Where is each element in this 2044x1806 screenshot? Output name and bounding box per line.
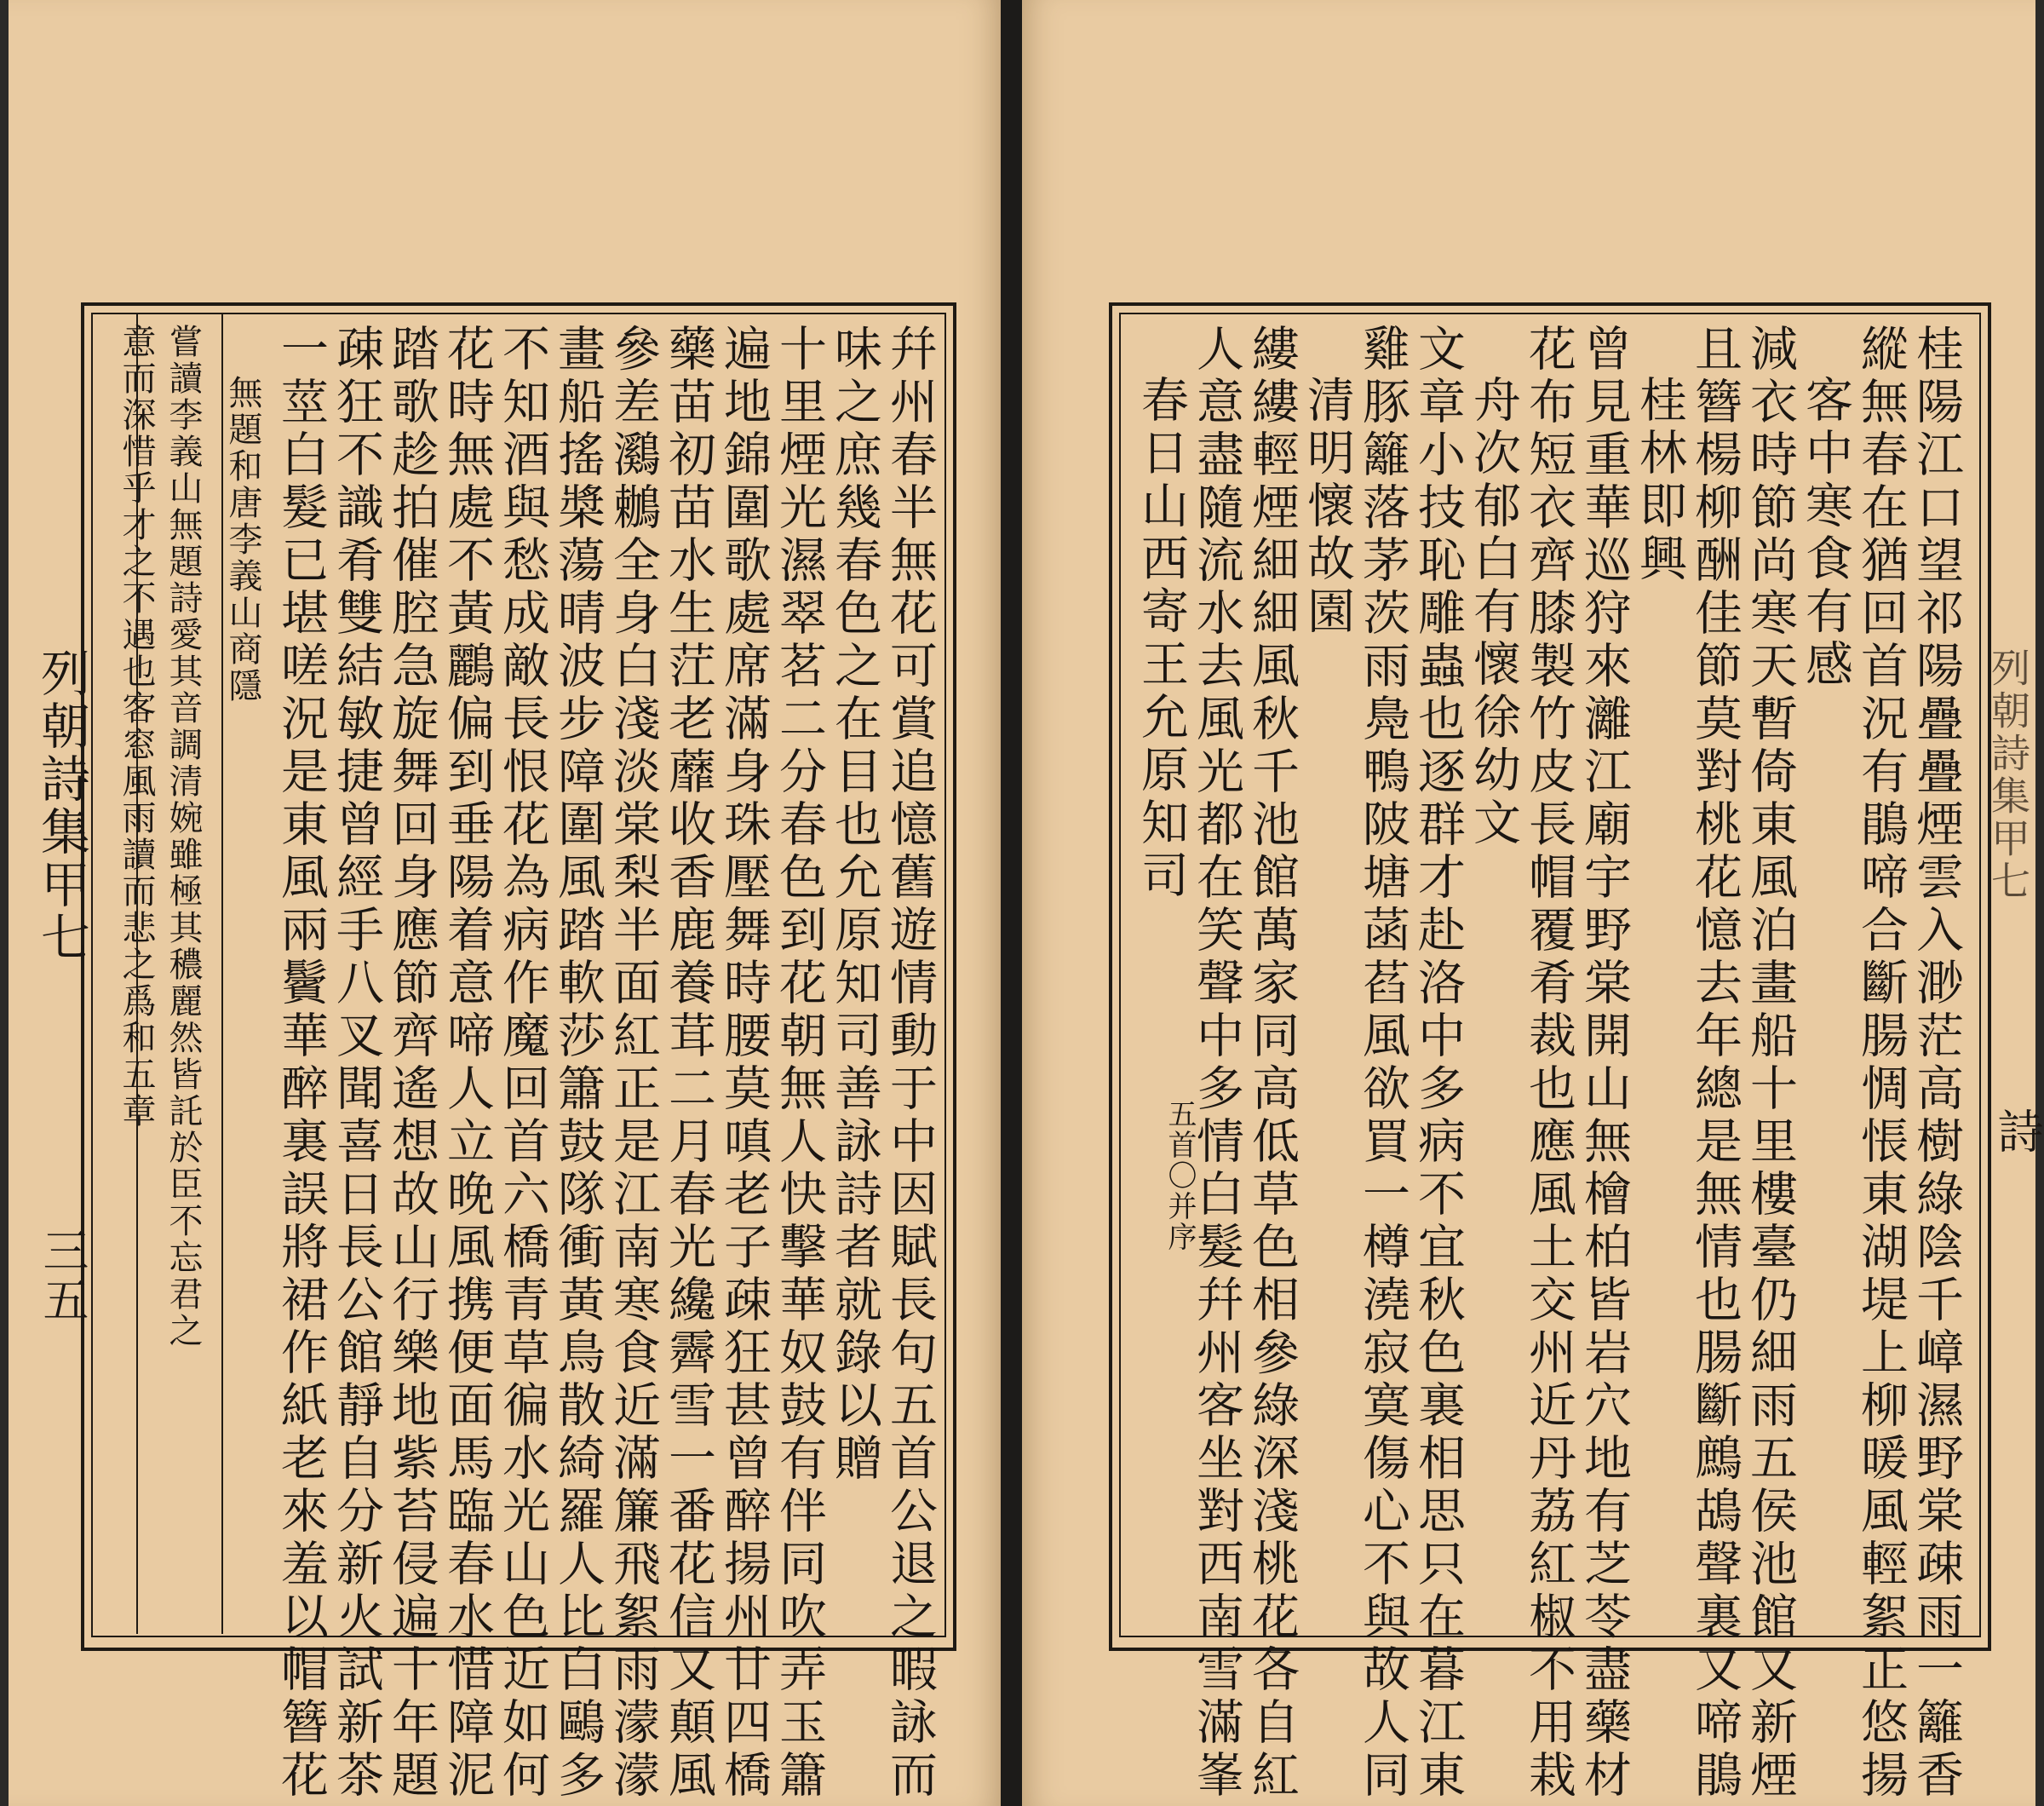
text-column: 減衣時節尚寒天暫倚東風泊畫船十里樓臺仍細雨五侯池館又新煙 <box>1743 324 1798 1803</box>
poem-title: 桂林即興 <box>1632 375 1687 586</box>
right-page <box>1022 0 2044 1806</box>
text-column: 疎狂不識肴雙結敏捷曾經手八叉聞喜日長公館靜自分新火試新茶 <box>329 324 384 1803</box>
text-column: 踏歌趁拍催腔急旋舞回身應節齊遙想故山行樂地紫苔侵遍十年題 <box>384 324 439 1803</box>
poem-title: 清明懷故園 <box>1300 375 1355 639</box>
poem-title: 春日山西寄王允原知司 <box>1134 375 1189 903</box>
text-column: 縱無春在猶回首況有鵑啼合斷腸惆悵東湖堤上柳暖風輕絮正悠揚 <box>1853 324 1909 1803</box>
text-column: 縷縷輕煙細細風秋千池館萬家同高低草色相參綠深淺桃花各自紅 <box>1244 324 1300 1803</box>
text-column: 參差鸂鶒全身白淺淡棠梨半面紅正是江南寒食近滿簾飛絮雨濛濛 <box>606 324 661 1803</box>
preface-column: 意而深惜乎才之不遇也客窓風雨讀而悲之爲和五章 <box>117 324 156 1130</box>
text-column: 畫船搖槳蕩晴波步障圍風踏軟莎簫鼓隊衝黃鳥散綺羅人比白鷗多 <box>550 324 606 1803</box>
poem-title: 無題和唐李義山商隱 <box>223 375 262 705</box>
text-column: 遍地錦圍歌處席滿身珠壓舞時腰莫嗔老子疎狂甚曾醉揚州廿四橋 <box>716 324 772 1803</box>
left-margin-label: 列朝詩集甲七 <box>32 647 90 964</box>
text-column: 花時無處不黃鸝偏到垂陽着意啼人立晚風携便面馬臨春水惜障泥 <box>439 324 495 1803</box>
book-gutter <box>1001 0 1022 1806</box>
text-column: 曾見重華巡狩來灕江廟宇野棠開山無檜柏皆岩穴地有芝苓盡藥材 <box>1576 324 1632 1803</box>
text-column: 雞豚籬落茅茨雨鳧鴨陂塘菡萏風欲買一樽澆寂寞傷心不與故人同 <box>1355 324 1410 1803</box>
preface-column: 嘗讀李義山無題詩愛其音調清婉雖極其穠麗然皆託於臣不忘君之 <box>164 324 203 1349</box>
poem-title: 客中寒食有感 <box>1798 375 1853 692</box>
text-column: 人意盡隨流水去風光都在笑聲中多情白髮幷州客坐對西南雪滿峯 <box>1189 324 1244 1803</box>
right-margin-mark: 詩 <box>1990 1107 2044 1157</box>
left-page <box>9 0 1001 1806</box>
text-column: 十里煙光濕翠茗二分春色到花朝無人快擊華奴鼓有伴同吹弄玉簫 <box>772 324 827 1803</box>
poem-title: 舟次郁白有懷徐幼文 <box>1466 375 1521 850</box>
text-column: 幷州春半無花可賞追憶舊遊情動于中因賦長句五首公退之暇詠而 <box>882 324 938 1803</box>
text-column: 桂陽江口望祁陽疊疊煙雲入渺茫高樹綠陰千嶂濕野棠疎雨一籬香 <box>1909 324 1964 1803</box>
text-column: 不知酒與愁成敵長恨花為病作魔回首六橋青草徧水光山色近如何 <box>495 324 550 1803</box>
text-column: 且簪楊柳酬佳節莫對桃花憶去年總是無情也腸斷鷓鴣聲裏又啼鵑 <box>1687 324 1743 1803</box>
text-column: 藥苗初苗水生茳老蘼收香鹿養茸二月春光纔霽雪一番花信又顛風 <box>661 324 716 1803</box>
text-column: 文章小技恥雕蟲也逐群才赴洛中多病不宜秋色裏相思只在暮江東 <box>1410 324 1466 1803</box>
right-subnote: 五首〇并序 <box>1163 1099 1197 1252</box>
right-margin-label: 列朝詩集甲七 <box>1985 647 2031 903</box>
text-column: 花布短衣齊膝製竹皮長帽覆肴裁也應風土交州近丹荔紅椒不用栽 <box>1521 324 1576 1803</box>
text-column: 味之庶幾春色之在目也允原知司善詠詩者就錄以贈 <box>827 324 882 1486</box>
text-column: 一莖白髮已堪嗟況是東風兩鬢華醉裏誤將裙作紙老來羞以帽簪花 <box>273 324 329 1803</box>
left-margin-page-number: 三五 <box>36 1227 89 1326</box>
